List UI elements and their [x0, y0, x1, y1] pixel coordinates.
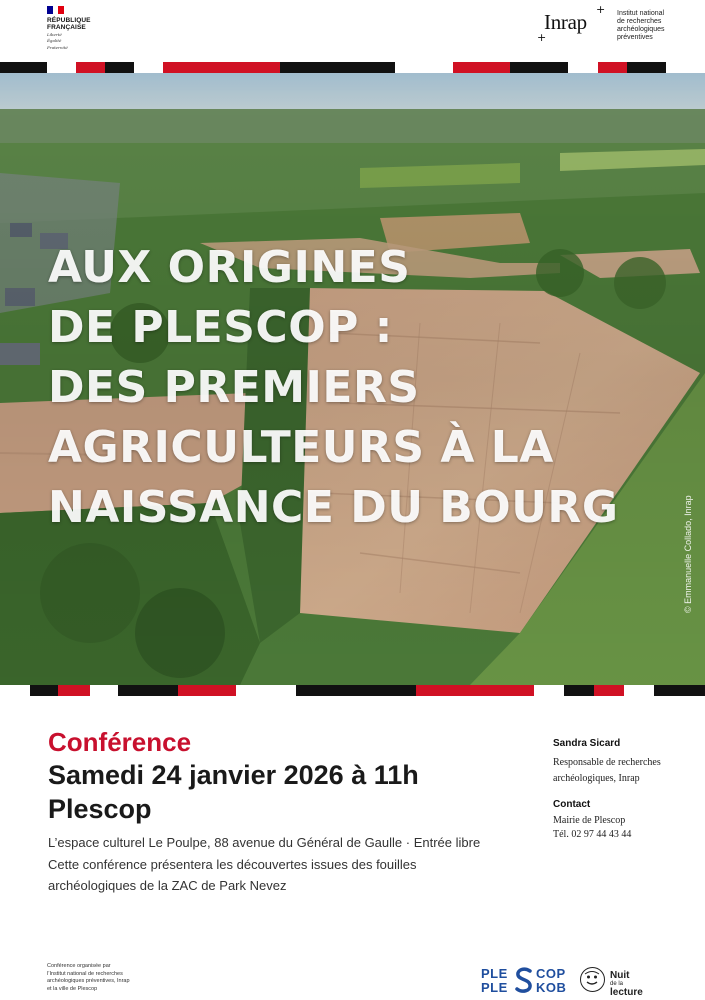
- plus-icon: +: [596, 3, 606, 16]
- nuit-word: lecture: [610, 987, 643, 998]
- nuit-de-la-lecture-logo: [580, 967, 660, 997]
- republique-francaise-logo: [47, 6, 107, 56]
- organizer-line: Conférence organisée par: [47, 963, 111, 969]
- motto-fraternite: Fraternité: [47, 44, 68, 50]
- inrap-description: [617, 10, 699, 42]
- event-type: Conférence: [48, 727, 192, 757]
- title-line: DES PREMIERS: [48, 362, 420, 413]
- decorative-stripe-bottom: [0, 685, 705, 696]
- decorative-stripe-top: [0, 62, 705, 73]
- marianne-flag-icon: [47, 6, 64, 14]
- plescop-logo: [481, 966, 571, 996]
- contact-line: Tél. 02 97 44 43 44: [553, 829, 632, 840]
- plus-icon: +: [537, 31, 547, 44]
- title-line: NAISSANCE DU BOURG: [48, 482, 619, 533]
- title-line: AUX ORIGINES: [48, 242, 411, 293]
- description-line: archéologiques de la ZAC de Park Nevez: [48, 878, 287, 893]
- title-line: DE PLESCOP :: [48, 302, 393, 353]
- inrap-desc-line: archéologiques: [617, 26, 665, 33]
- aerial-excavation-photo: [0, 73, 705, 685]
- motto-liberte: Liberté: [47, 32, 62, 37]
- republique-text: RÉPUBLIQUE: [47, 17, 91, 24]
- title-line: AGRICULTEURS À LA: [48, 422, 554, 473]
- speaker-role: [553, 755, 693, 787]
- event-date: Samedi 24 janvier 2026 à 11h: [48, 760, 419, 790]
- plescop-logo-text: KOB: [536, 980, 567, 995]
- contact-details: [553, 814, 631, 842]
- plescop-logo-text: PLE: [481, 966, 508, 981]
- header: [0, 0, 705, 62]
- inrap-desc-line: Institut national: [617, 10, 665, 17]
- contact-heading: Contact: [553, 799, 591, 810]
- speaker-role-line: archéologiques, Inrap: [553, 773, 640, 784]
- event-description: [48, 854, 488, 896]
- inrap-logo: [537, 4, 702, 56]
- francaise-text: FRANÇAISE: [47, 24, 86, 31]
- speaker-name: Sandra Sicard: [553, 738, 621, 749]
- contact-line: Mairie de Plescop: [553, 815, 626, 826]
- description-line: Cette conférence présentera les découvertes issues des fouilles: [48, 857, 417, 872]
- organizer-line: l’Institut national de recherches: [47, 970, 123, 977]
- motto-egalite: Égalité: [47, 38, 62, 44]
- photo-credit: © Emmanuelle Collado, Inrap: [683, 495, 693, 613]
- organizer-line: et la ville de Plescop: [47, 985, 98, 992]
- nuit-word: de la: [610, 981, 624, 987]
- inrap-desc-line: préventives: [617, 34, 653, 41]
- speaker-role-line: Responsable de recherches: [553, 757, 661, 768]
- event-address: L’espace culturel Le Poulpe, 88 avenue du Général de Gaulle · Entrée libre: [48, 835, 481, 850]
- plescop-logo-text: PLE: [481, 980, 508, 995]
- organizer-note: [47, 963, 157, 993]
- inrap-desc-line: de recherches: [617, 18, 662, 25]
- plescop-s-icon: [514, 967, 534, 993]
- event-place: Plescop: [48, 794, 152, 824]
- organizer-line: archéologiques préventives, Inrap: [47, 978, 130, 984]
- plescop-logo-text: COP: [536, 966, 566, 981]
- reader-face-icon: [580, 967, 605, 992]
- poster-title: [48, 238, 668, 538]
- nuit-word: Nuit: [610, 970, 630, 981]
- nuit-logo-text: [610, 970, 643, 998]
- inrap-wordmark: Inrap: [544, 10, 587, 34]
